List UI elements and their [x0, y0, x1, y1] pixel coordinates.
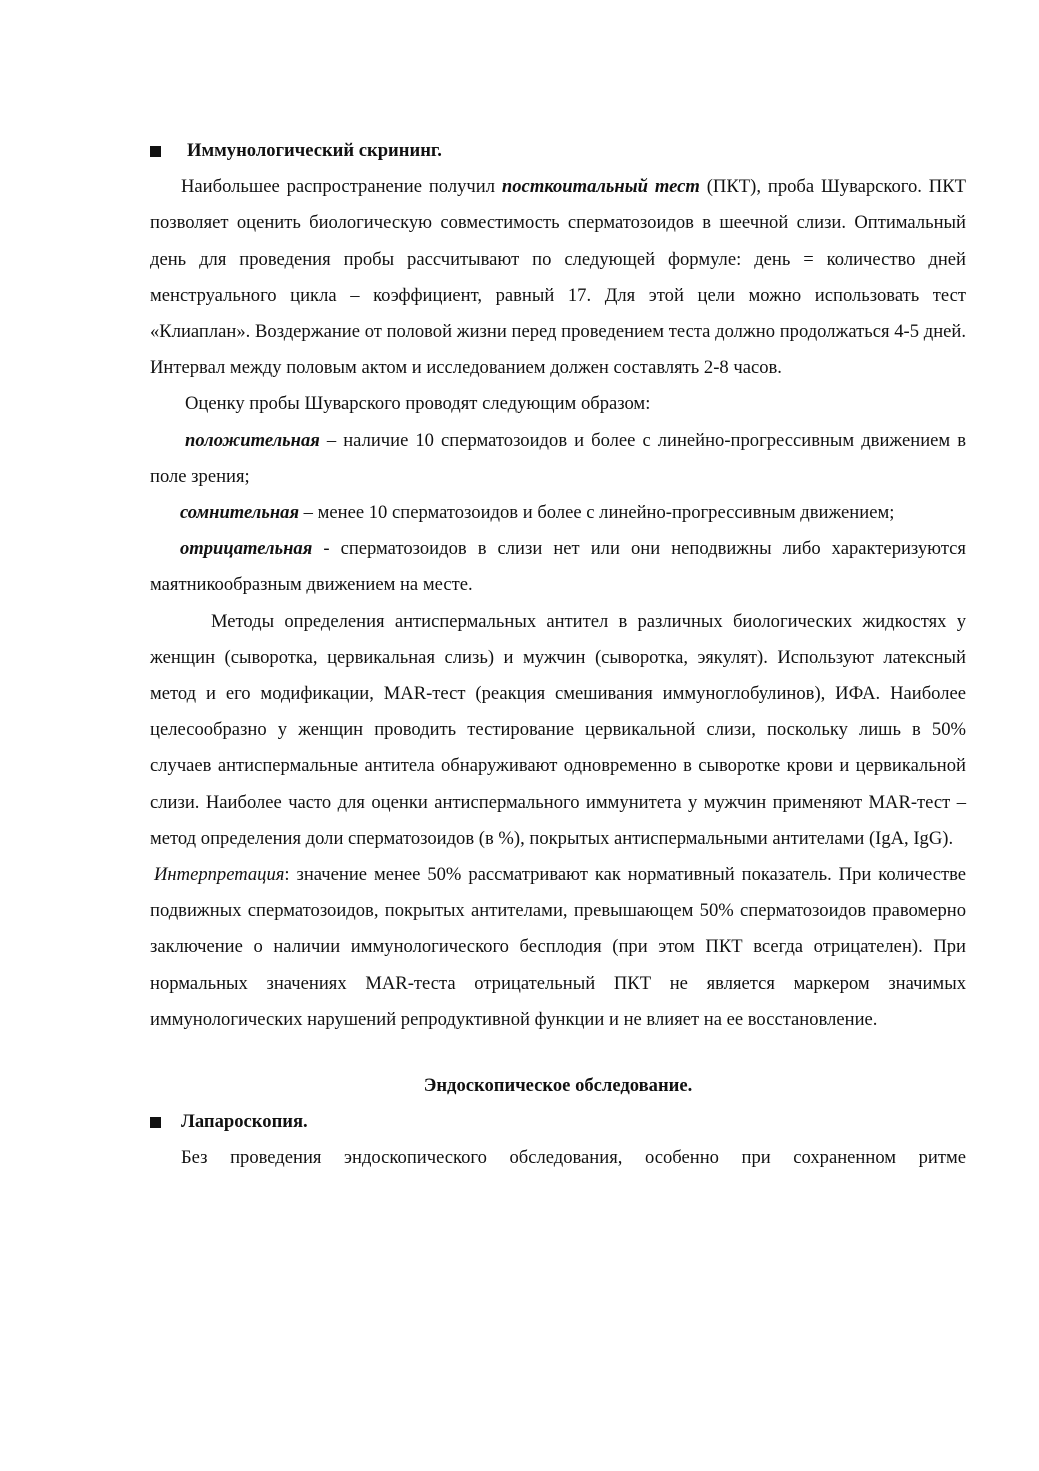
term-postcoital-test: посткоитальный тест — [501, 176, 700, 198]
result-text: – наличие 10 сперматозоидов и более с линейно-прогрессивным движением в поле зрения; — [150, 429, 966, 487]
result-positive — [150, 423, 966, 495]
paragraph-laparoscopy: Без проведения эндоскопического обследования, особенно при сохраненном ритме — [181, 1147, 966, 1169]
heading-text: Иммунологический скрининг. — [187, 140, 442, 161]
laparoscopy-heading — [150, 1104, 966, 1140]
paragraph-text: Наибольшее распространение получил — [181, 176, 502, 198]
endoscopic-examination-title: Эндоскопическое обследование. — [423, 1075, 693, 1097]
term-positive: положительная — [185, 429, 320, 451]
paragraph-text: (ПКТ), проба Шуварского. ПКТ позволяет оценить биологическую совместимость сперматозоидов в шеечной слизи. Оптимальный день для проведения пробы рассчитывают по следующей формуле: день = количество дней менструального цикла – коэффициент, равный 17. Для этой цели можно использовать тест «Клиаплан». Воздержание от половой жизни перед проведением теста должно продолжаться 4-5 дней. Интервал между половым актом и исследованием должен составлять 2-8 часов. — [150, 176, 966, 379]
term-interpretation: Интерпретация — [154, 864, 285, 886]
result-text: – менее 10 сперматозоидов и более с линейно-прогрессивным движением; — [299, 502, 895, 524]
heading-text: Лапароскопия. — [181, 1111, 308, 1133]
paragraph-text: : значение менее 50% рассматривают как нормативный показатель. При количестве подвижных сперматозоидов, покрытых антителами, превышающем 50% сперматозоидов правомерно заключение о наличии иммунологического бесплодия (при этом ПКТ всегда отрицателен). При нормальных значениях MAR-теста отрицательный ПКТ не является маркером значимых иммунологических нарушений репродуктивной функции и не влияет на ее восстановление. — [150, 864, 966, 1030]
result-negative — [150, 531, 966, 603]
term-negative: отрицательная — [180, 538, 313, 560]
term-doubtful: сомнительная — [180, 502, 300, 524]
paragraph-evaluation-intro: Оценку пробы Шуварского проводят следующим образом: — [185, 393, 651, 415]
result-doubtful — [150, 495, 966, 531]
result-text: - сперматозоидов в слизи нет или они неподвижны либо характеризуются маятникообразным движением на месте. — [150, 538, 966, 596]
square-bullet-icon — [150, 1117, 161, 1128]
square-bullet-icon — [150, 146, 161, 157]
immunological-screening-heading — [150, 133, 966, 169]
paragraph-interpretation — [150, 857, 966, 1038]
paragraph-antisperm-methods: Методы определения антиспермальных антител в различных биологических жидкостях у женщин (сыворотка, цервикальная слизь) и мужчин (сыворотка, эякулят). Используют латексный метод и его модификации, MAR-тест (реакция смешивания иммуноглобулинов), ИФА. Наиболее целесообразно у женщин проводить тестирование цервикальной слизи, поскольку лишь в 50% случаев антиспермальные антитела обнаруживают одновременно в сыворотке крови и цервикальной слизи. Наиболее часто для оценки антиспермального иммунитета у мужчин применяют MAR-тест – метод определения доли сперматозоидов (в %), покрытых антиспермальными антителами (IgA, IgG). — [150, 610, 966, 849]
document-page — [150, 133, 966, 1177]
paragraph-pct — [150, 169, 966, 386]
